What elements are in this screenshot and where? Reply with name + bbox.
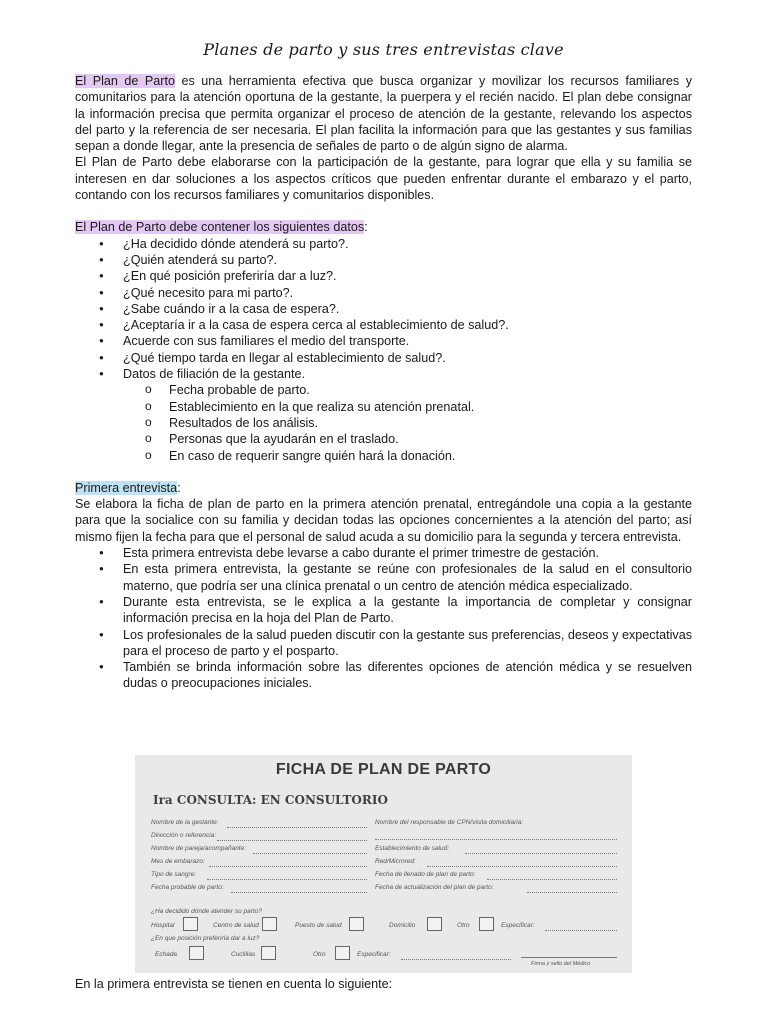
form-field-label: Nombre de la gestante: [151,819,219,826]
intro-paragraph-2: El Plan de Parto debe elaborarse con la participación de la gestante, para lograr que ella y su familia se interesen en dar soluciones a los aspectos críticos que pueden enfrentar durante el embarazo y el parto, contando con los recursos familiares y comunitarios disponibles. [75,155,692,203]
form-option-label: Especificar: [357,951,391,958]
primera-entrevista-heading: Primera entrevista: [75,480,181,495]
form-field-label: Fecha probable de parto: [151,884,224,891]
list-item: ● ¿En qué posición preferiría dar a luz?. [75,268,692,284]
sub-list-item: o En caso de requerir sangre quién hará la donación. [75,448,692,464]
form-field-line [465,853,617,854]
form-question: ¿Ha decidido dónde atender su parto? [151,908,262,915]
form-field-label: Nombre de pareja/acompañante: [151,845,247,852]
form-field-line [253,853,367,854]
list-item: ● Datos de filiación de la gestante. [75,366,692,382]
signature-label: Firma y sello del Médico [531,961,591,967]
checkbox [335,946,350,960]
checkbox [262,917,277,931]
list-item: ● Esta primera entrevista debe levarse a cabo durante el primer trimestre de gestación. [75,545,692,561]
form-field-line [207,879,367,880]
datos-heading: El Plan de Parto debe contener los siguientes datos: [75,220,368,235]
list-item: ● Los profesionales de la salud pueden discutir con la gestante sus preferencias, deseos y expectativas para el proceso de parto y el posparto. [75,627,692,660]
form-option-label: Especificar: [501,922,535,929]
form-field-line [427,866,617,867]
primera-entrevista-paragraph: Se elabora la ficha de plan de parto en la primera atención prenatal, entregándole una copia a la gestante para que la socialice con su familia y decidan todas las opciones concernientes a la atención del parto; así mismo fijen la fecha para que el personal de salud acuda a su domicilio para la segunda y tercera entrevista. [75,497,692,544]
checkbox [183,917,198,931]
sub-list-item: o Resultados de los análisis. [75,415,692,431]
intro-text: es una herramienta efectiva que busca organizar y movilizar los recursos familiares y comunitarios para la atención oportuna de la gestante, la puerpera y el recién nacido. El plan debe consignar la información precisa que permita organizar el proceso de atención de la gestante, relevando los aspectos del parto y la referencia de ser necesaria. El plan facilita la información para que las gestantes y sus familias sepan a donde llegar, ante la presencia de señales de parto o de algún signo de alarma. [75,74,692,154]
form-field-label: Red/Microred: [375,858,416,865]
form-field-line [487,879,617,880]
list-item: ● ¿Qué tiempo tarda en llegar al establecimiento de salud?. [75,350,692,366]
sub-list-item: o Establecimiento en la que realiza su atención prenatal. [75,399,692,415]
datos-list [75,236,692,383]
form-option-label: Puesto de salud [295,922,342,929]
form-field-label: Tipo de sangre: [151,871,197,878]
form-option-label: Cuclillas [231,951,256,958]
form-title: FICHA DE PLAN DE PARTO [275,761,492,778]
form-option-label: Otro [313,951,326,958]
list-item: ● ¿Aceptaría ir a la casa de espera cerca al establecimiento de salud?. [75,317,692,333]
form-field-label: Dirección o referencia: [151,832,217,839]
plan-de-parto-form-image [135,755,632,973]
form-option-label: Echada [155,951,178,958]
document-page [75,40,692,692]
checkbox [427,917,442,931]
list-item: ● También se brinda información sobre las diferentes opciones de atención médica y se resuelven dudas o preocupaciones iniciales. [75,659,692,692]
checkbox [349,917,364,931]
signature-line [521,957,617,958]
form-field-label: Fecha de actualización del plan de parto: [375,884,494,891]
checkbox [479,917,494,931]
checkbox [189,946,204,960]
list-item: ● En esta primera entrevista, la gestante se reúne con profesionales de la salud en el consultorio materno, que podría ser una clínica prenatal o un centro de atención médica especializado. [75,561,692,594]
checkbox [261,946,276,960]
form-field-line [217,840,367,841]
sub-list-item: o Personas que la ayudarán en el traslado. [75,431,692,447]
form-field-line [209,866,367,867]
intro-paragraph [75,73,692,154]
form-option-label: Centro de salud [213,922,259,929]
list-item: ● Durante esta entrevista, se le explica a la gestante la importancia de completar y consignar información precisa en la hoja del Plan de Parto. [75,594,692,627]
document-title: Planes de parto y sus tres entrevistas clave [203,40,564,59]
list-item: ● Acuerde con sus familiares el medio del transporte. [75,333,692,349]
form-field-line [401,959,511,960]
form-field-line [527,892,617,893]
highlight-plan-de-parto: El Plan de Parto [75,74,175,88]
list-item: ● ¿Sabe cuándo ir a la casa de espera?. [75,301,692,317]
form-field-line [375,839,617,840]
form-field-line [227,827,367,828]
form-field-label: Fecha de llenado de plan de parto: [375,871,476,878]
form-field-line [231,892,367,893]
primera-entrevista-list [75,545,692,692]
sub-list-item: o Fecha probable de parto. [75,382,692,398]
form-field-label: Nombre del responsable de CPN/visita domiciliaria: [375,819,524,826]
form-subtitle: Ira CONSULTA: EN CONSULTORIO [153,793,388,807]
closing-sentence: En la primera entrevista se tienen en cuenta lo siguiente: [75,977,393,991]
filiacion-sublist [75,382,692,463]
list-item: ● ¿Ha decidido dónde atenderá su parto?. [75,236,692,252]
list-item: ● ¿Quién atenderá su parto?. [75,252,692,268]
form-option-label: Otro [457,922,470,929]
form-question: ¿En que posición preferiría dar a luz? [151,935,260,942]
form-option-label: Domicilio [389,922,416,929]
form-field-label: Establecimiento de salud: [375,845,450,852]
form-option-label: Hospital [151,922,175,929]
form-field-label: Mes de embarazo: [151,858,205,865]
form-field-line [545,930,617,931]
list-item: ● ¿Qué necesito para mi parto?. [75,285,692,301]
